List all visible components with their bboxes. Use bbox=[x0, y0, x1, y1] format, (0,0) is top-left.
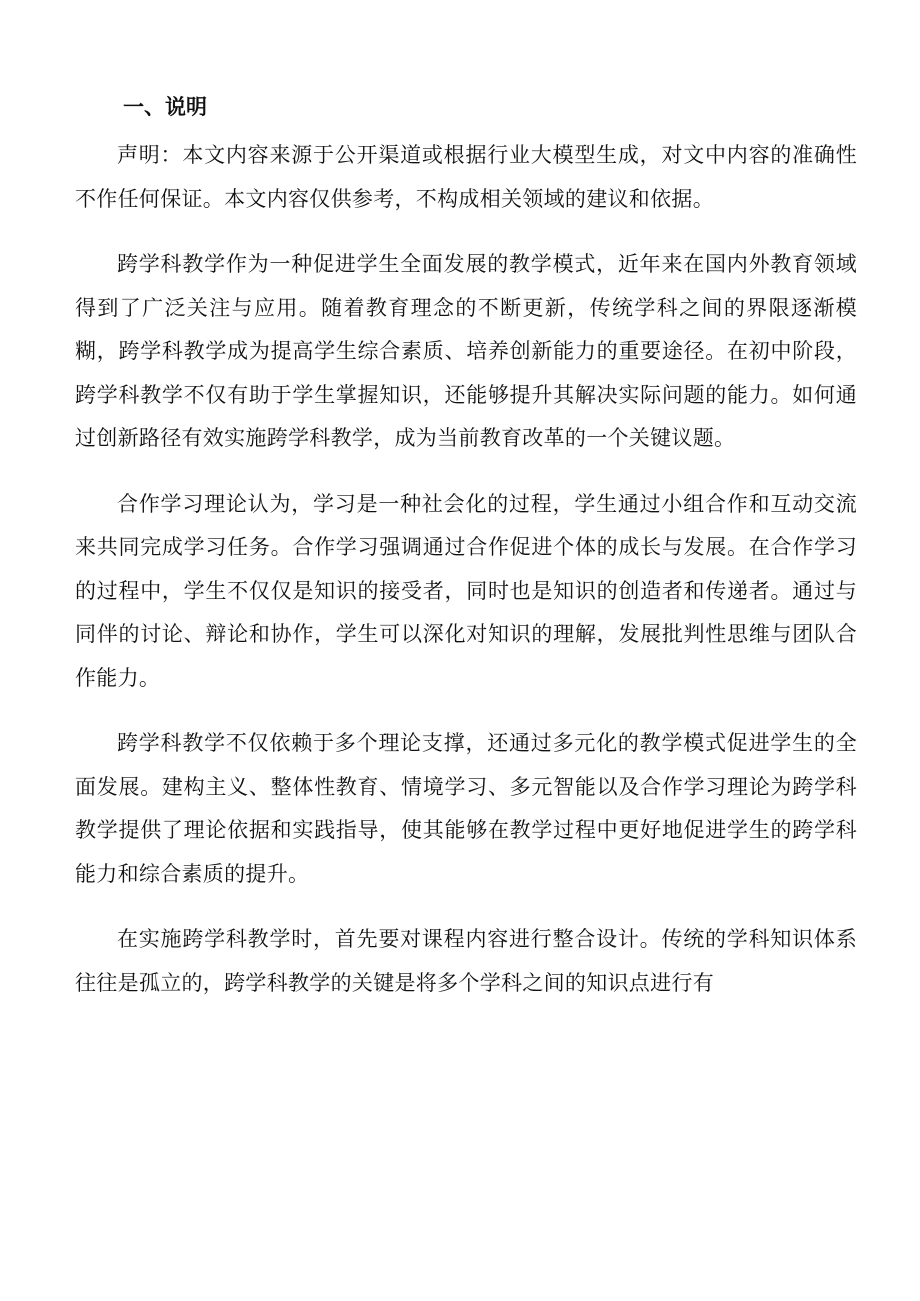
disclaimer-paragraph: 声明：本文内容来源于公开渠道或根据行业大模型生成，对文中内容的准确性不作任何保证。本文内容仅供参考，不构成相关领域的建议和依据。 bbox=[75, 143, 857, 211]
body-paragraph: 跨学科教学作为一种促进学生全面发展的教学模式，近年来在国内外教育领域得到了广泛关注与应用。随着教育理念的不断更新，传统学科之间的界限逐渐模糊，跨学科教学成为提高学生综合素质、培养创新能力的重要途径。在初中阶段，跨学科教学不仅有助于学生掌握知识，还能够提升其解决实际问题的能力。如何通过创新路径有效实施跨学科教学，成为当前教育改革的一个关键议题。 bbox=[75, 252, 857, 450]
section-heading: 一、说明 bbox=[123, 95, 207, 119]
document-page bbox=[75, 86, 857, 1027]
body-paragraph: 在实施跨学科教学时，首先要对课程内容进行整合设计。传统的学科知识体系往往是孤立的，跨学科教学的关键是将多个学科之间的知识点进行有 bbox=[75, 927, 857, 995]
body-paragraph: 合作学习理论认为，学习是一种社会化的过程，学生通过小组合作和互动交流来共同完成学习任务。合作学习强调通过合作促进个体的成长与发展。在合作学习的过程中，学生不仅仅是知识的接受者，同时也是知识的创造者和传递者。通过与同伴的讨论、辩论和协作，学生可以深化对知识的理解，发展批判性思维与团队合作能力。 bbox=[75, 491, 857, 690]
body-paragraph: 跨学科教学不仅依赖于多个理论支撑，还通过多元化的教学模式促进学生的全面发展。建构主义、整体性教育、情境学习、多元智能以及合作学习理论为跨学科教学提供了理论依据和实践指导，使其能够在教学过程中更好地促进学生的跨学科能力和综合素质的提升。 bbox=[75, 731, 857, 886]
